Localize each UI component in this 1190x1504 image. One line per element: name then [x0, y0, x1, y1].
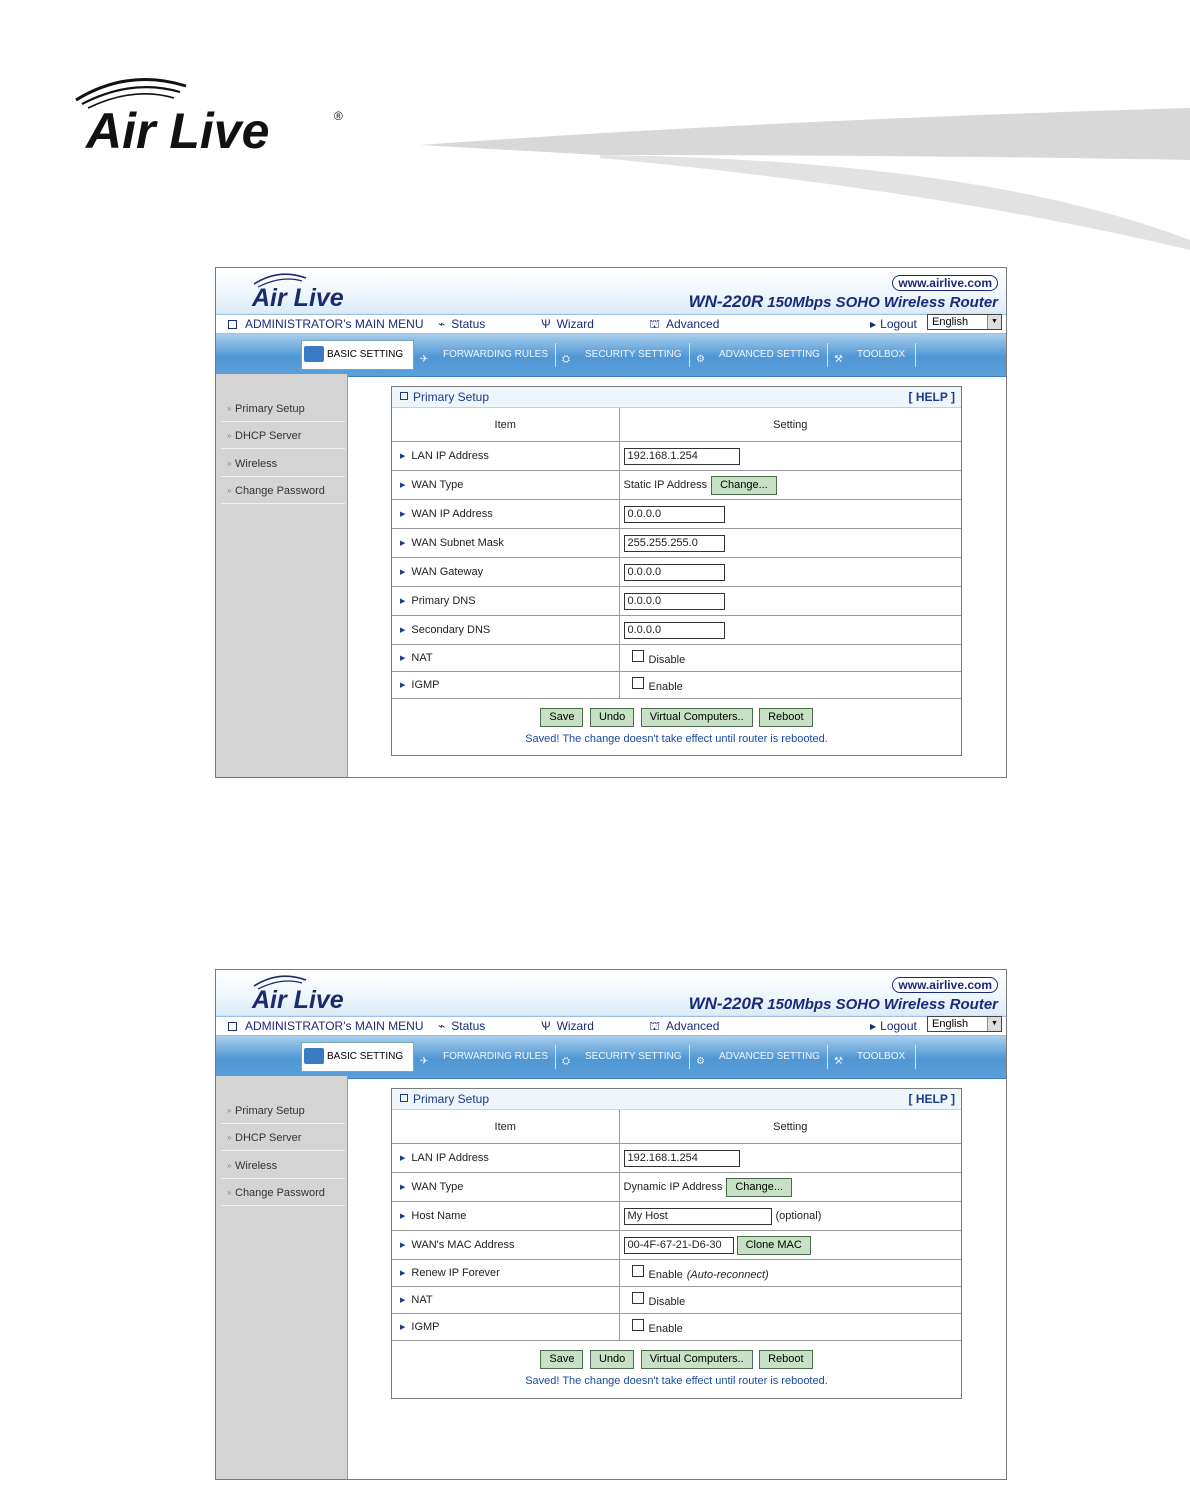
row-wan-type: ▶ WAN Type Static IP Address Change...	[392, 471, 961, 500]
row-host-name: ▶ Host Name My Host (optional)	[392, 1202, 961, 1231]
website-link[interactable]: www.airlive.com	[892, 275, 998, 291]
row-igmp: ▶ IGMP Enable	[392, 672, 961, 699]
wizard-icon: Ѱ	[541, 1019, 551, 1033]
logout-link[interactable]: ▶ Logout	[870, 1019, 917, 1033]
col-setting: Setting	[619, 1110, 961, 1144]
row-wan-mac: ▶ WAN's MAC Address 00-4F-67-21-D6-30 Clone MAC	[392, 1231, 961, 1260]
svg-text:Air Live: Air Live	[252, 986, 344, 1012]
lock-icon: ⛭	[562, 354, 570, 366]
tab-basic-setting[interactable]: BASIC SETTING	[301, 340, 414, 370]
chevron-down-icon: ▼	[987, 315, 1001, 329]
virtual-computers-button[interactable]: Virtual Computers..	[641, 708, 753, 727]
wan-subnet-mask-input[interactable]: 255.255.255.0	[624, 535, 725, 552]
content-area	[216, 1076, 1006, 1479]
forward-icon: ✈	[420, 354, 429, 366]
wan-ip-input[interactable]: 0.0.0.0	[624, 506, 725, 523]
row-renew-ip: ▶ Renew IP Forever Enable (Auto-reconnect)	[392, 1260, 961, 1287]
sidebar-item-dhcp-server[interactable]: » DHCP Server	[221, 1125, 345, 1151]
nat-disable-checkbox[interactable]	[632, 1292, 644, 1304]
menu-wizard[interactable]: Ѱ Wizard	[541, 317, 594, 331]
menu-status[interactable]: ⌁ Status	[438, 317, 486, 331]
optional-note: (optional)	[775, 1210, 822, 1222]
lan-ip-input[interactable]: 192.168.1.254	[624, 1150, 740, 1167]
wan-gateway-input[interactable]: 0.0.0.0	[624, 564, 725, 581]
lock-icon: ⛭	[562, 1056, 570, 1068]
main-menu	[216, 314, 1006, 334]
wan-type-value: Dynamic IP Address	[623, 1181, 723, 1193]
advanced-icon: ⛫	[649, 317, 661, 331]
renew-ip-checkbox[interactable]	[632, 1265, 644, 1277]
router-banner	[216, 268, 1006, 314]
nat-disable-checkbox[interactable]	[632, 650, 644, 662]
svg-text:®: ®	[334, 109, 343, 123]
main-menu	[216, 1016, 1006, 1036]
secondary-dns-input[interactable]: 0.0.0.0	[624, 622, 725, 639]
folder-icon	[304, 346, 324, 362]
undo-button[interactable]: Undo	[590, 1350, 634, 1369]
model-title	[689, 994, 998, 1014]
svg-text:Air Live: Air Live	[252, 284, 344, 310]
change-button[interactable]: Change...	[711, 476, 777, 495]
igmp-enable-checkbox[interactable]	[632, 677, 644, 689]
help-link[interactable]: [ HELP ]	[908, 390, 955, 404]
row-lan-ip: ▶ LAN IP Address 192.168.1.254	[392, 442, 961, 471]
folder-icon	[304, 1048, 324, 1064]
status-icon: ⌁	[438, 1019, 446, 1033]
row-igmp: ▶ IGMP Enable	[392, 1314, 961, 1341]
router-banner	[216, 970, 1006, 1016]
sidebar	[216, 1076, 348, 1479]
row-wan-ip: ▶ WAN IP Address 0.0.0.0	[392, 500, 961, 529]
mac-address-input[interactable]: 00-4F-67-21-D6-30	[624, 1237, 734, 1254]
airlive-logo	[68, 72, 368, 162]
wan-type-value: Static IP Address	[623, 479, 708, 491]
website-link[interactable]: www.airlive.com	[892, 977, 998, 993]
settings-table	[392, 408, 961, 699]
router-panel-static	[215, 267, 1007, 778]
row-nat: ▶ NAT Disable	[392, 1287, 961, 1314]
router-panel-dynamic	[215, 969, 1007, 1480]
chevron-down-icon: ▼	[987, 1017, 1001, 1031]
tab-forwarding-rules[interactable]: ✈ FORWARDING RULES	[418, 1043, 552, 1071]
sidebar-item-primary-setup[interactable]: » Primary Setup	[221, 396, 345, 422]
model-name: WN-220R	[688, 994, 764, 1013]
model-title	[689, 292, 998, 312]
col-item: Item	[392, 408, 619, 442]
tab-forwarding-rules[interactable]: ✈ FORWARDING RULES	[418, 341, 552, 369]
language-select[interactable]: English ▼	[927, 314, 1002, 330]
sidebar	[216, 374, 348, 777]
undo-button[interactable]: Undo	[590, 708, 634, 727]
tab-basic-setting[interactable]: BASIC SETTING	[301, 1042, 414, 1072]
model-description: 150Mbps SOHO Wireless Router	[767, 294, 998, 311]
primary-setup-frame	[391, 386, 962, 756]
row-wan-type: ▶ WAN Type Dynamic IP Address Change...	[392, 1173, 961, 1202]
sidebar-item-change-password[interactable]: » Change Password	[221, 1180, 345, 1206]
change-button[interactable]: Change...	[726, 1178, 792, 1197]
language-select[interactable]: English ▼	[927, 1016, 1002, 1032]
lan-ip-input[interactable]: 192.168.1.254	[624, 448, 740, 465]
header-swoosh	[420, 100, 1190, 250]
reboot-button[interactable]: Reboot	[759, 708, 812, 727]
clone-mac-button[interactable]: Clone MAC	[737, 1236, 811, 1255]
menu-wizard[interactable]: Ѱ Wizard	[541, 1019, 594, 1033]
action-buttons	[392, 699, 961, 727]
model-description: 150Mbps SOHO Wireless Router	[767, 996, 998, 1013]
help-link[interactable]: [ HELP ]	[908, 1092, 955, 1106]
primary-dns-input[interactable]: 0.0.0.0	[624, 593, 725, 610]
tab-toolbox[interactable]: ⚒ TOOLBOX	[832, 341, 912, 369]
airlive-logo	[244, 972, 414, 1012]
col-item: Item	[392, 1110, 619, 1144]
primary-setup-frame	[391, 1088, 962, 1399]
content-area	[216, 374, 1006, 777]
col-setting: Setting	[619, 408, 961, 442]
toolbox-icon: ⚒	[834, 1056, 843, 1068]
admin-main-menu[interactable]: ADMINISTRATOR's MAIN MENU	[228, 1019, 424, 1033]
sidebar-item-dhcp-server[interactable]: » DHCP Server	[221, 423, 345, 449]
tab-advanced-setting[interactable]: ⚙ ADVANCED SETTING	[694, 341, 824, 369]
frame-header: Primary Setup [ HELP ]	[392, 387, 961, 408]
menu-advanced[interactable]: ⛫ Advanced	[649, 317, 720, 331]
host-name-input[interactable]: My Host	[624, 1208, 772, 1225]
logout-link[interactable]: ▶ Logout	[870, 317, 917, 331]
igmp-enable-checkbox[interactable]	[632, 1319, 644, 1331]
save-button[interactable]: Save	[540, 708, 583, 727]
sidebar-item-change-password[interactable]: » Change Password	[221, 478, 345, 504]
wizard-icon: Ѱ	[541, 317, 551, 331]
virtual-computers-button[interactable]: Virtual Computers..	[641, 1350, 753, 1369]
tab-advanced-setting[interactable]: ⚙ ADVANCED SETTING	[694, 1043, 824, 1071]
sidebar-item-wireless[interactable]: » Wireless	[221, 1153, 345, 1179]
svg-text:Air Live: Air Live	[86, 103, 270, 159]
row-wan-gateway: ▶ WAN Gateway 0.0.0.0	[392, 558, 961, 587]
row-wan-mask: ▶ WAN Subnet Mask 255.255.255.0	[392, 529, 961, 558]
gear-icon: ⚙	[696, 1056, 705, 1068]
row-secondary-dns: ▶ Secondary DNS 0.0.0.0	[392, 616, 961, 645]
reboot-button[interactable]: Reboot	[759, 1350, 812, 1369]
tab-bar	[216, 334, 1006, 377]
tab-security-setting[interactable]: ⛭ SECURITY SETTING	[560, 341, 686, 369]
row-nat: ▶ NAT Disable	[392, 645, 961, 672]
airlive-logo	[244, 270, 414, 310]
tab-toolbox[interactable]: ⚒ TOOLBOX	[832, 1043, 912, 1071]
sidebar-item-primary-setup[interactable]: » Primary Setup	[221, 1098, 345, 1124]
model-name: WN-220R	[688, 292, 764, 311]
advanced-icon: ⛫	[649, 1019, 661, 1033]
action-buttons	[392, 1341, 961, 1369]
menu-advanced[interactable]: ⛫ Advanced	[649, 1019, 720, 1033]
status-message: Saved! The change doesn't take effect until router is rebooted.	[525, 733, 828, 745]
settings-table	[392, 1110, 961, 1341]
forward-icon: ✈	[420, 1056, 429, 1068]
row-primary-dns: ▶ Primary DNS 0.0.0.0	[392, 587, 961, 616]
toolbox-icon: ⚒	[834, 354, 843, 366]
sidebar-item-wireless[interactable]: » Wireless	[221, 451, 345, 477]
admin-main-menu[interactable]: ADMINISTRATOR's MAIN MENU	[228, 317, 424, 331]
tab-bar	[216, 1036, 1006, 1079]
menu-status[interactable]: ⌁ Status	[438, 1019, 486, 1033]
status-message: Saved! The change doesn't take effect until router is rebooted.	[525, 1375, 828, 1387]
tab-security-setting[interactable]: ⛭ SECURITY SETTING	[560, 1043, 686, 1071]
save-button[interactable]: Save	[540, 1350, 583, 1369]
row-lan-ip: ▶ LAN IP Address 192.168.1.254	[392, 1144, 961, 1173]
frame-header: Primary Setup [ HELP ]	[392, 1089, 961, 1110]
gear-icon: ⚙	[696, 354, 705, 366]
status-icon: ⌁	[438, 317, 446, 331]
